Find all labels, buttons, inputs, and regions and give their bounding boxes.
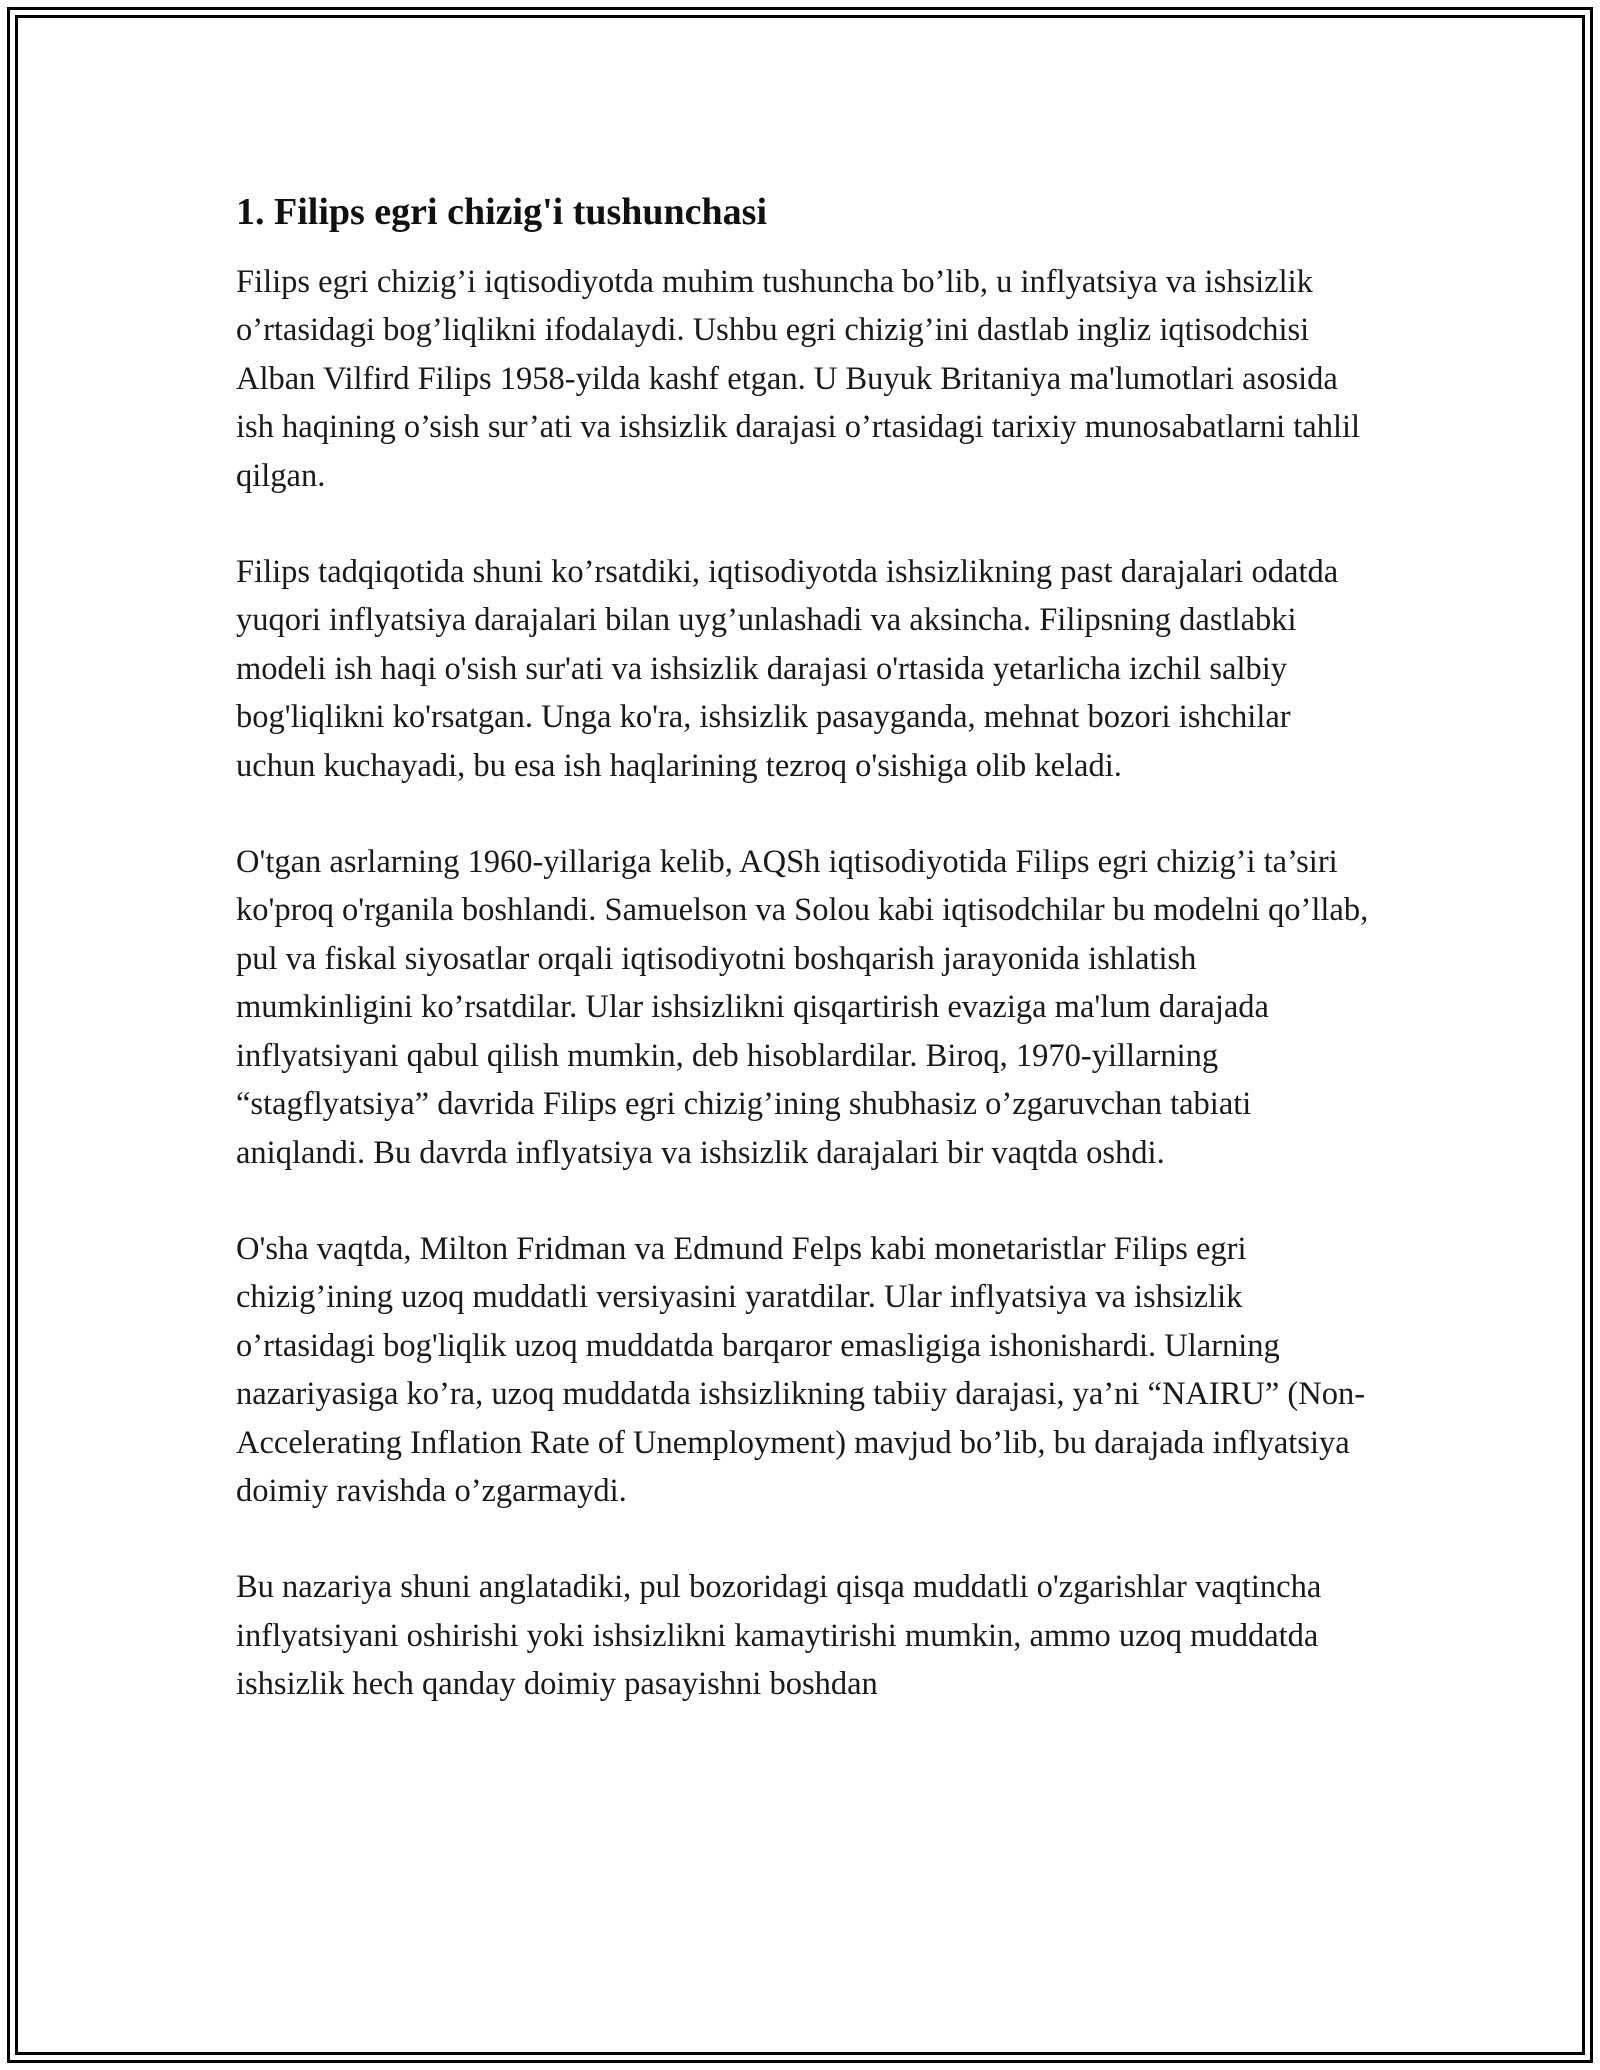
paragraph-1: Filips egri chizig’i iqtisodiyotda muhim tushuncha bo’lib, u inflyatsiya va ishsizlik o’rtasidagi bog’liqlikni ifodalaydi. Ushbu egri chizig’ini dastlab ingliz iqtisodchisi Alban Vilfird Filips 1958-yilda kashf etgan. U Buyuk Britaniya ma'lumotlari asosida ish haqining o’sish sur’ati va ishsizlik darajasi o’rtasidagi tarixiy munosabatlarni tahlil qilgan. xyxy=(236,264,1361,494)
paragraph-3: O'tgan asrlarning 1960-yillariga kelib, AQSh iqtisodiyotida Filips egri chizig’i ta’siri ko'proq o'rganila boshlandi. Samuelson va Solou kabi iqtisodchilar bu modelni qo’llab, pul va fiskal siyosatlar orqali iqtisodiyotni boshqarish jarayonida ishlatish mumkinligini ko’rsatdilar. Ular ishsizlikni qisqartirish evaziga ma'lum darajada inflyatsiyani qabul qilish mumkin, deb hisoblardilar. Biroq, 1970-yillarning “stagflyatsiya” davrida Filips egri chizig’ining shubhasiz o’zgaruvchan tabiati aniqlandi. Bu davrda inflyatsiya va ishsizlik darajalari bir vaqtda oshdi. xyxy=(236,844,1369,1171)
paragraph-5: Bu nazariya shuni anglatadiki, pul bozoridagi qisqa muddatli o'zgarishlar vaqtincha inflyatsiyani oshirishi yoki ishsizlikni kamaytirishi mumkin, ammo uzoq muddatda ishsizlik hech qanday doimiy pasayishni boshdan xyxy=(236,1569,1322,1703)
document-body xyxy=(236,188,1376,1757)
section-heading: 1. Filips egri chizig'i tushunchasi xyxy=(236,191,768,233)
paragraph-4: O'sha vaqtda, Milton Fridman va Edmund Felps kabi monetaristlar Filips egri chizig’ining uzoq muddatli versiyasini yaratdilar. Ular inflyatsiya va ishsizlik o’rtasidagi bog'liqlik uzoq muddatda barqaror emasligiga ishonishardi. Ularning nazariyasiga ko’ra, uzoq muddatda ishsizlikning tabiiy darajasi, ya’ni “NAIRU” (Non-Accelerating Inflation Rate of Unemployment) mavjud bo’lib, bu darajada inflyatsiya doimiy ravishda o’zgarmaydi. xyxy=(236,1230,1366,1509)
paragraph-2: Filips tadqiqotida shuni ko’rsatdiki, iqtisodiyotda ishsizlikning past darajalari odatda yuqori inflyatsiya darajalari bilan uyg’unlashadi va aksincha. Filipsning dastlabki modeli ish haqi o'sish sur'ati va ishsizlik darajasi o'rtasida yetarlicha izchil salbiy bog'liqlikni ko'rsatgan. Unga ko'ra, ishsizlik pasayganda, mehnat bozori ishchilar uchun kuchayadi, bu esa ish haqlarining tezroq o'sishiga olib keladi. xyxy=(236,554,1339,784)
